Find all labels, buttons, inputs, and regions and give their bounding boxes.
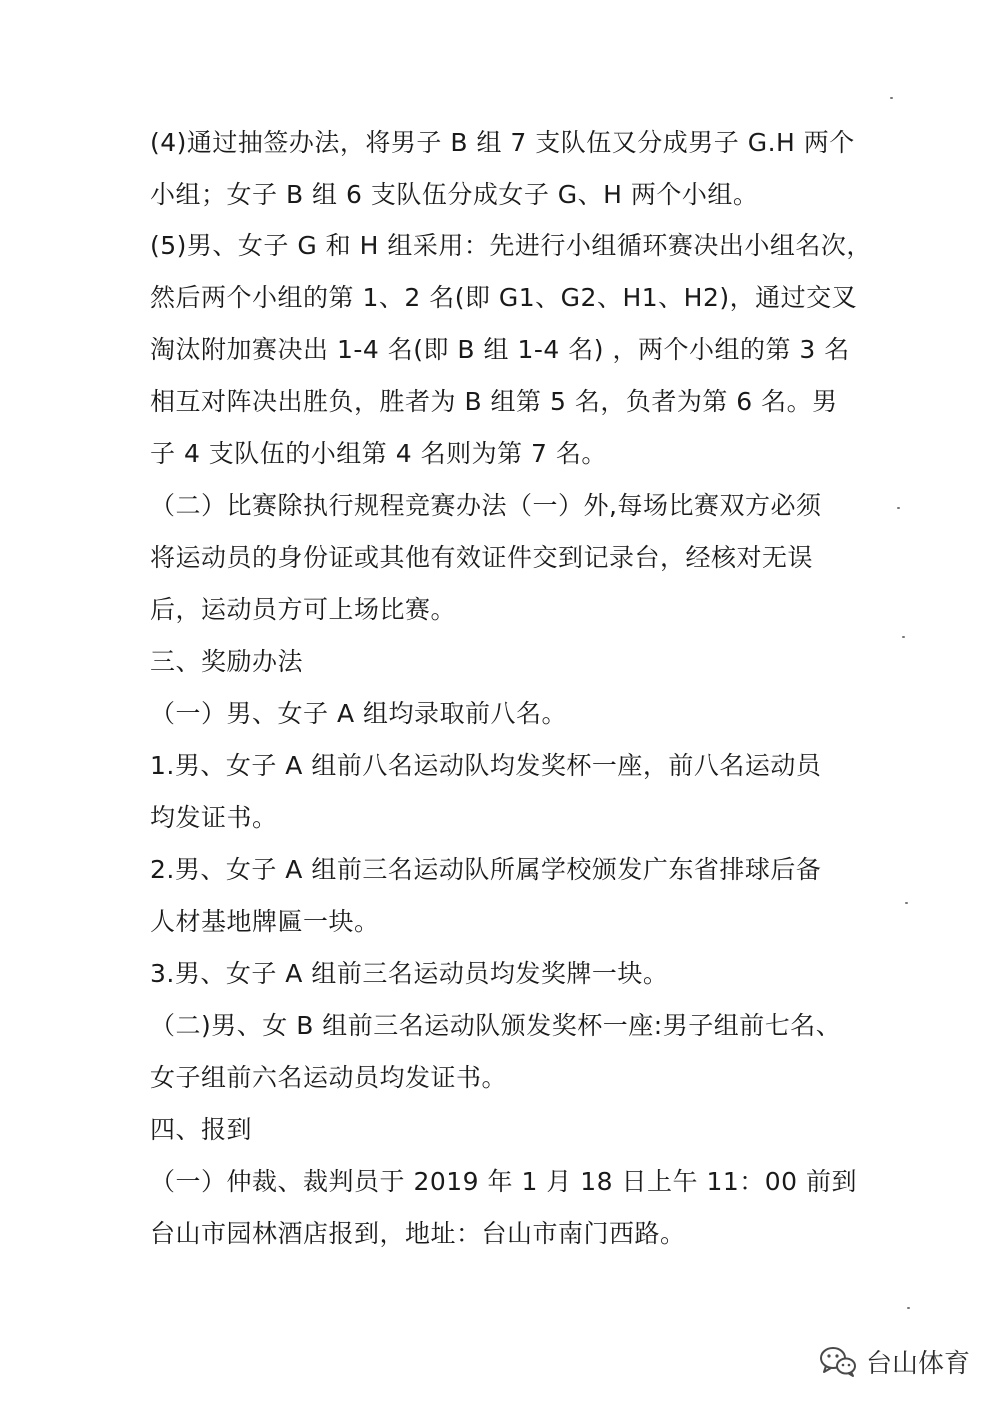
text-line: 台山市园林酒店报到，地址：台山市南门西路。 [150, 1219, 686, 1248]
text-line: （一）男、女子 A 组均录取前八名。 [150, 699, 567, 728]
text-line: 小组；女子 B 组 6 支队伍分成女子 G、H 两个小组。 [150, 180, 759, 209]
text-line: （二)男、女 B 组前三名运动队颁发奖杯一座:男子组前七名、 [150, 1011, 842, 1040]
text-line: 后，运动员方可上场比赛。 [150, 595, 457, 624]
watermark-text: 台山体育 [866, 1348, 971, 1379]
text-line: 1.男、女子 A 组前八名运动队均发奖杯一座，前八名运动员 [150, 751, 822, 780]
text-line: 相互对阵决出胜负，胜者为 B 组第 5 名，负者为第 6 名。男 [150, 387, 838, 416]
text-line: 子 4 支队伍的小组第 4 名则为第 7 名。 [150, 439, 607, 468]
text-line: 淘汰附加赛决出 1-4 名(即 B 组 1-4 名) ，两个小组的第 3 名 [150, 335, 850, 364]
text-line: 人材基地牌匾一块。 [150, 907, 380, 936]
text-line: 女子组前六名运动员均发证书。 [150, 1063, 508, 1092]
scan-speck [890, 97, 893, 99]
watermark [818, 1341, 970, 1381]
text-line: 然后两个小组的第 1、2 名(即 G1、G2、H1、H2)，通过交叉 [150, 283, 858, 312]
text-line: 将运动员的身份证或其他有效证件交到记录台，经核对无误 [150, 543, 814, 572]
text-line: (5)男、女子 G 和 H 组采用：先进行小组循环赛决出小组名次， [150, 231, 872, 260]
scan-speck [902, 636, 905, 638]
text-line: 3.男、女子 A 组前三名运动员均发奖牌一块。 [150, 959, 669, 988]
text-line: （二）比赛除执行规程竞赛办法（一）外,每场比赛双方必须 [150, 491, 822, 520]
scan-speck [897, 507, 900, 509]
wechat-icon [818, 1344, 858, 1378]
scan-speck [905, 902, 908, 904]
text-line: （一）仲裁、裁判员于 2019 年 1 月 18 日上午 11：00 前到 [150, 1167, 858, 1196]
section-heading: 四、报到 [150, 1115, 253, 1144]
section-heading: 三、奖励办法 [150, 647, 304, 676]
text-line: (4)通过抽签办法，将男子 B 组 7 支队伍又分成男子 G.H 两个 [150, 128, 855, 157]
scan-speck [907, 1307, 910, 1309]
text-line: 2.男、女子 A 组前三名运动队所属学校颁发广东省排球后备 [150, 855, 822, 884]
text-line: 均发证书。 [150, 803, 278, 832]
